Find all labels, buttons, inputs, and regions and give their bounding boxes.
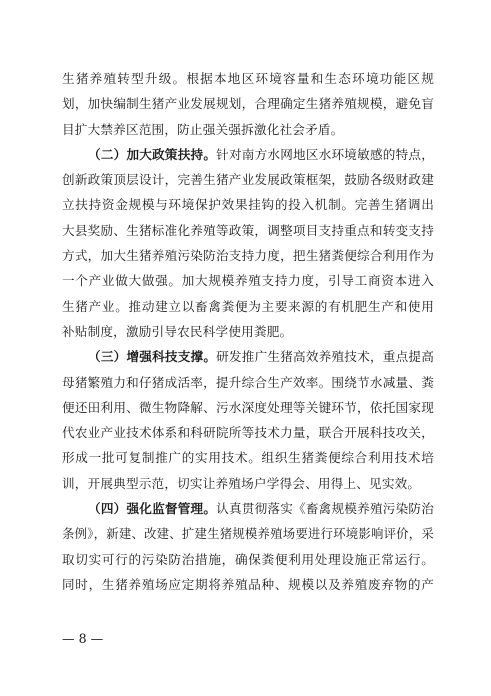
text-line: 大县奖励、生猪标准化养殖等政策，调整项目支持重点和转变支持 [62, 222, 434, 238]
text-line: 补贴制度，激励引导农民科学使用粪肥。 [62, 323, 293, 339]
text-line: 生猪养殖转型升级。根据本地区环境容量和生态环境功能区规 [62, 71, 434, 86]
text-line: 母猪繁殖力和仔猪成活率，提升综合生产效率。围绕节水减量、粪 [62, 374, 434, 390]
text-line: 同时，生猪养殖场应定期将养殖品种、规模以及养殖废弃物的产 [62, 576, 434, 592]
text-line: 方式，加大生猪养殖污染防治支持力度，把生猪粪便综合利用作为 [62, 248, 434, 264]
section-heading: （二）加大政策扶持。 [88, 146, 217, 162]
text-line: 便还田利用、微生物降解、污水深度处理等关键环节，依托国家现 [62, 399, 434, 415]
text-line: 创新政策顶层设计，完善生猪产业发展政策框架，鼓励各级财政建 [62, 172, 434, 188]
text-line: 代农业产业技术体系和科研院所等技术力量，联合开展科技攻关， [62, 425, 434, 441]
text-line: 形成一批可复制推广的实用技术。组织生猪粪便综合利用技术培 [62, 450, 434, 466]
section-heading: （三）增强科技支撑。 [88, 349, 217, 365]
page-number: — 8 — [62, 631, 104, 646]
section-heading-line: （三）增强科技支撑。研发推广生猪高效养殖技术，重点提高 [88, 349, 434, 365]
section-heading-line: （二）加大政策扶持。针对南方水网地区水环境敏感的特点， [88, 146, 434, 162]
section-heading-line: （四）强化监督管理。认真贯彻落实《畜禽规模养殖污染防治 [88, 501, 434, 517]
text-line: 训，开展典型示范，切实让养殖场户学得会、用得上、见实效。 [62, 475, 421, 491]
text-line: 生猪产业。推动建立以畜禽粪便为主要来源的有机肥生产和使用 [62, 298, 434, 314]
text-line: 目扩大禁养区范围，防止强关强拆激化社会矛盾。 [62, 121, 344, 137]
text-line: 划，加快编制生猪产业发展规划，合理确定生猪养殖规模，避免盲 [62, 96, 434, 112]
body-text [62, 66, 434, 597]
text-line: 一个产业做大做强。加大规模养殖支持力度，引导工商资本进入 [62, 273, 434, 289]
text-line: 条例》，新建、改建、扩建生猪规模养殖场要进行环境影响评价，采 [62, 526, 434, 542]
text-line: 立扶持资金规模与环境保护效果挂钩的投入机制。完善生猪调出 [62, 197, 434, 213]
text-line: 取切实可行的污染防治措施，确保粪便利用处理设施正常运行。 [62, 551, 434, 567]
section-heading: （四）强化监督管理。 [88, 501, 217, 517]
